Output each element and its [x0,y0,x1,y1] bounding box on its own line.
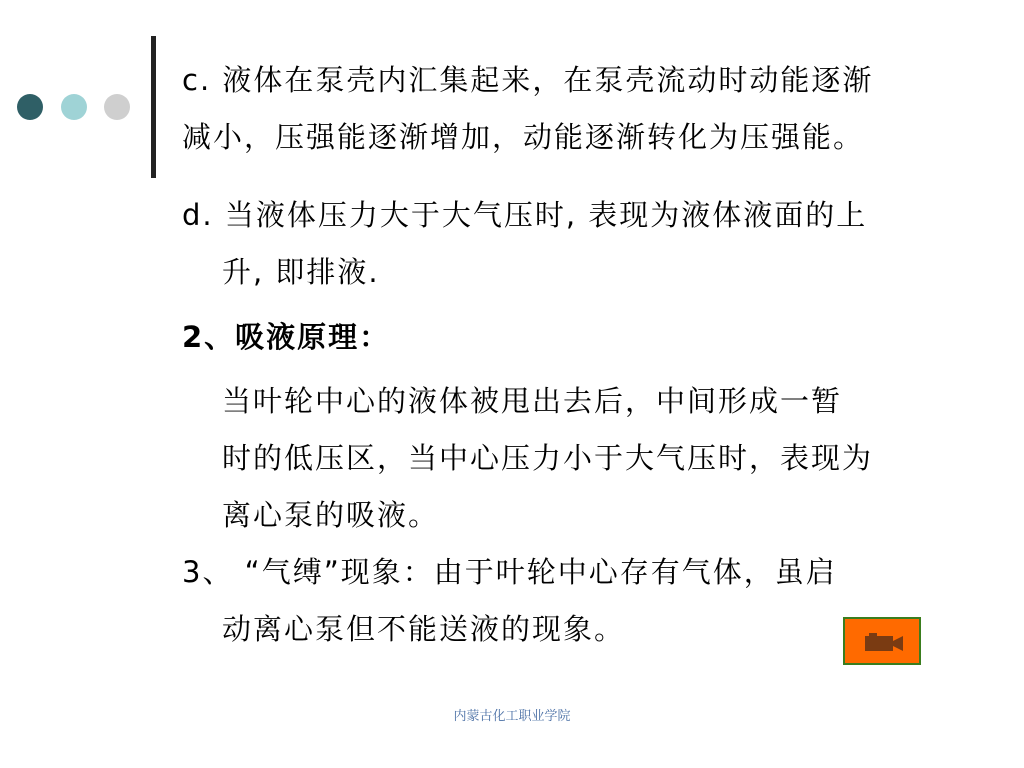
decor-dot-teal [61,94,87,120]
paragraph-d [182,187,942,301]
paragraph-vapor-lock-line2: 动离心泵但不能送液的现象。 [222,612,626,646]
paragraph-c-line1: c. 液体在泵壳内汇集起来，在泵壳流动时动能逐渐 [182,63,874,97]
paragraph-suction-line2: 时的低压区，当中心压力小于大气压时，表现为 [222,441,874,475]
paragraph-suction-line3: 离心泵的吸液。 [222,498,440,532]
decor-dot-dark [17,94,43,120]
heading-suction-principle: 2、吸液原理： [182,320,391,354]
paragraph-vapor-lock-line1: 3、 “气缚”现象：由于叶轮中心存有气体，虽启 [182,555,837,589]
paragraph-c-line2: 减小，压强能逐渐增加，动能逐渐转化为压强能。 [182,120,865,154]
footer-institution: 内蒙古化工职业学院 [453,709,571,724]
decor-vertical-bar [151,36,156,178]
paragraph-c [182,52,942,166]
paragraph-vapor-lock [182,544,942,658]
paragraph-suction [182,373,942,544]
paragraph-d-line2: 升, 即排液. [222,255,380,289]
camera-icon [865,633,903,653]
paragraph-suction-line1: 当叶轮中心的液体被甩出去后，中间形成一暂 [222,384,843,418]
decor-dot-gray [104,94,130,120]
paragraph-d-line1: d. 当液体压力大于大气压时, 表现为液体液面的上 [182,198,868,232]
video-camera-button[interactable] [843,617,921,665]
